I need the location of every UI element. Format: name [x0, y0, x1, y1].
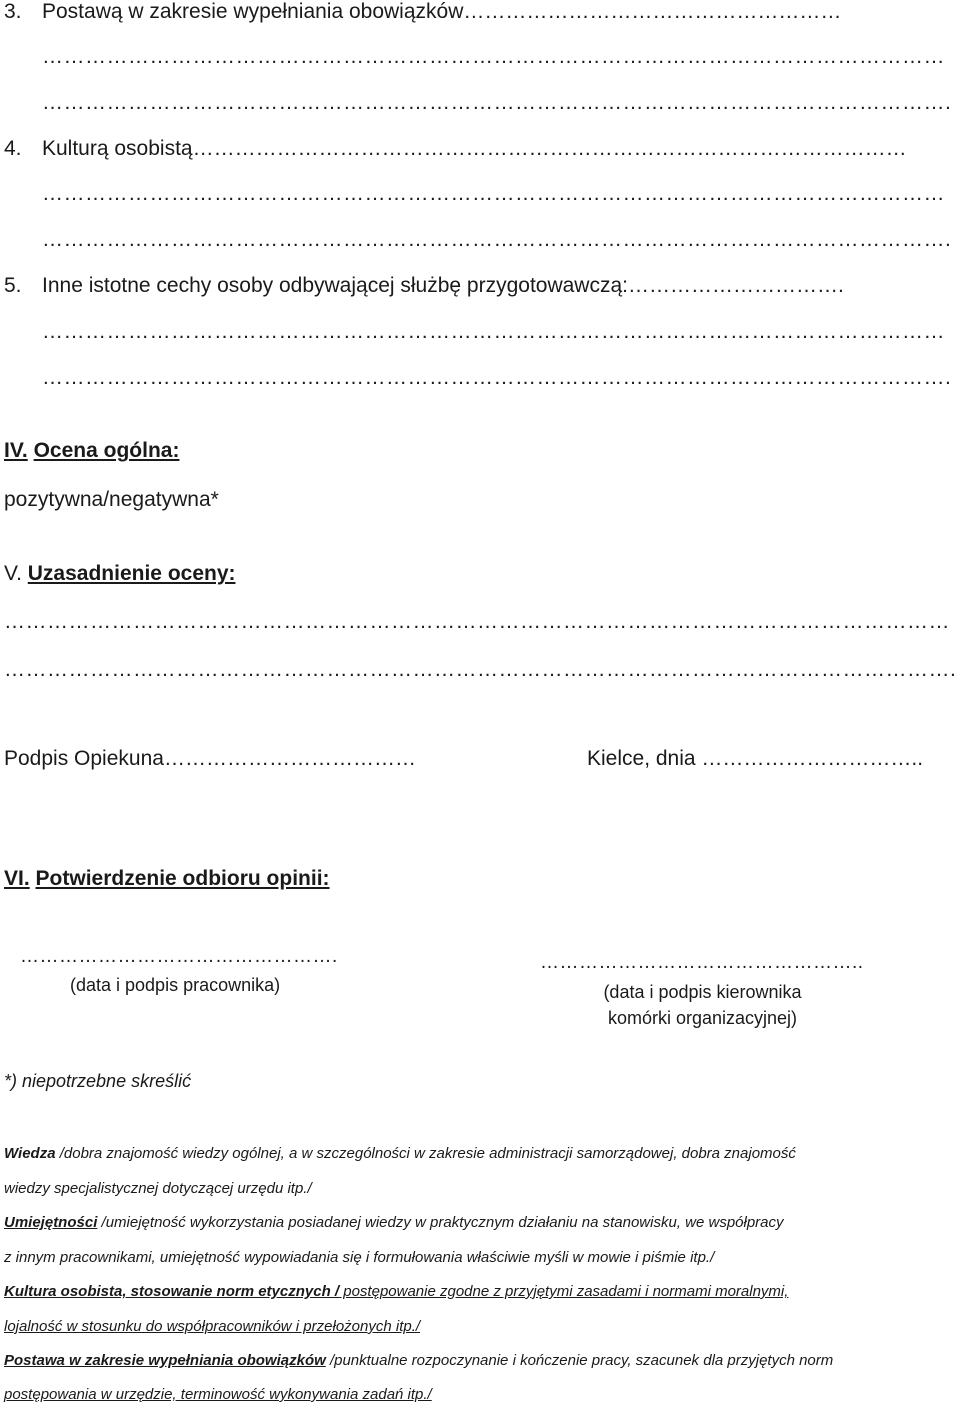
note-text: postępowanie zgodne z przyjętymi zasadami i normami moralnymi,: [339, 1283, 789, 1300]
item-label: Inne istotne cechy osoby odbywającej służbę przygotowawczą:………………………….: [42, 274, 844, 297]
fill-line: ……………………………………………………………………………………………………………….: [42, 366, 952, 389]
section-heading-5: [4, 562, 236, 586]
item-label: Kulturą osobistą…………………………………………………………………………………………: [42, 137, 907, 160]
note-skills-cont: z innym pracownikami, umiejętność wypowiadania się i formułowania właściwie myśli w mowie i piśmie itp./: [4, 1249, 715, 1266]
fill-line: ………………………………………………………………………………………………………………: [42, 45, 945, 68]
note-knowledge: [4, 1145, 956, 1162]
item-label: Postawą w zakresie wypełniania obowiązków………………………………………………: [42, 0, 842, 23]
fill-line: ……………………………………………………………………………………………………………….: [42, 228, 952, 251]
section-heading-6: [4, 867, 330, 891]
overall-rating: pozytywna/negatywna*: [4, 488, 219, 511]
item-number: 5.: [4, 274, 22, 297]
fill-line: ………………………………………………………………………………………………………………: [42, 182, 945, 205]
manager-signature-label-1: (data i podpis kierownika: [603, 982, 802, 1002]
note-culture-cont: lojalność w stosunku do współpracowników i przełożonych itp./: [4, 1318, 421, 1335]
employee-signature-label: (data i podpis pracownika): [70, 975, 281, 995]
section-title: Uzasadnienie oceny:: [27, 562, 236, 585]
fill-line: ……………………………………………………………………………………………………………………: [4, 610, 950, 633]
manager-signature-line: …………………………………………..: [540, 952, 864, 973]
manager-signature-label-2: komórki organizacyjnej): [607, 1008, 798, 1028]
fill-line: ……………………………………………………………………………………………………………….: [42, 91, 952, 114]
note-skills: [4, 1214, 956, 1231]
item-4: [0, 137, 960, 167]
footnote: *) niepotrzebne skreślić: [4, 1071, 192, 1091]
fill-line: …………………………………………………………………………………………………………………….: [4, 658, 957, 681]
section-roman: VI.: [4, 867, 30, 890]
section-roman: V.: [4, 562, 22, 585]
note-text: /dobra znajomość wiedzy ogólnej, a w szczególności w zakresie administracji samorządowej, dobra znajomość: [55, 1145, 796, 1162]
fill-line: ………………………………………………………………………………………………………………: [42, 320, 945, 343]
note-term: Postawa w zakresie wypełniania obowiązków: [4, 1352, 326, 1369]
section-title: Potwierdzenie odbioru opinii:: [35, 867, 330, 890]
note-text: /punktualne rozpoczynanie i kończenie pracy, szacunek dla przyjętych norm: [325, 1352, 834, 1369]
note-term: Umiejętności: [4, 1214, 98, 1231]
note-text: /umiejętność wykorzystania posiadanej wiedzy w praktycznym działaniu na stanowisku, we współpracy: [97, 1214, 784, 1231]
employee-signature-line: ………………………………………….: [20, 946, 338, 967]
guardian-signature: Podpis Opiekuna………………………………: [4, 747, 416, 770]
note-attitude: [4, 1352, 956, 1369]
note-term: Wiedza: [4, 1145, 56, 1162]
note-knowledge-cont: wiedzy specjalistycznej dotyczącej urzędu itp./: [4, 1180, 312, 1197]
section-title: Ocena ogólna:: [33, 439, 180, 462]
note-term: Kultura osobista, stosowanie norm etycznych /: [4, 1283, 340, 1300]
item-number: 3.: [4, 0, 22, 23]
item-number: 4.: [4, 137, 22, 160]
note-culture: [4, 1283, 956, 1300]
item-3: [0, 0, 960, 30]
section-roman: IV.: [4, 439, 28, 462]
item-5: [0, 274, 960, 304]
place-date: Kielce, dnia …………………………..: [587, 747, 924, 770]
section-heading-4: [4, 439, 179, 463]
note-attitude-cont: postępowania w urzędzie, terminowość wykonywania zadań itp./: [4, 1386, 432, 1403]
